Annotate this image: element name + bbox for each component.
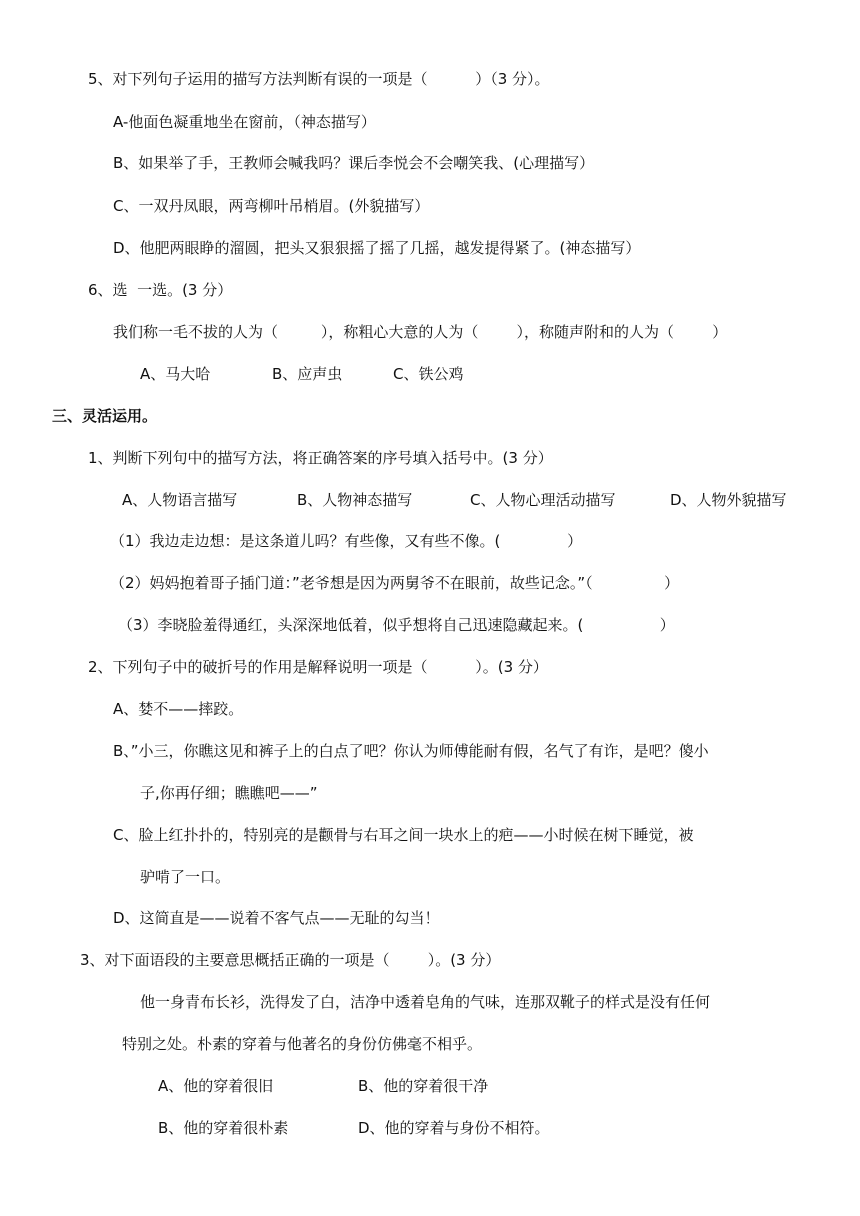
section3-heading: 三、灵活运用。 bbox=[52, 407, 158, 425]
s3q2-stem: 2、下列句子中的破折号的作用是解释说明一项是（ ）。(3 分） bbox=[88, 658, 548, 676]
s3q1-stem: 1、判断下列句中的描写方法，将正确答案的序号填入括号中。(3 分） bbox=[88, 449, 553, 467]
q6-option-a: A、马大哈 bbox=[140, 365, 211, 383]
s3q2-option-b-cont: 子,你再仔细；瞧瞧吧——” bbox=[140, 784, 318, 802]
s3q1-option-d: D、人物外貌描写 bbox=[670, 491, 787, 509]
s3q3-stem: 3、对下面语段的主要意思概括正确的一项是（ ）。(3 分） bbox=[80, 951, 501, 969]
q5-option-d: D、他肥两眼睁的溜圆，把头又狠狠摇了摇了几摇，越发提得紧了。(神态描写） bbox=[113, 239, 641, 257]
s3q2-option-c: C、脸上红扑扑的，特别亮的是颧骨与右耳之间一块水上的疤——小时候在树下睡觉，被 bbox=[113, 826, 694, 844]
s3q1-option-b: B、人物神态描写 bbox=[297, 491, 413, 509]
q6-sentence: 我们称一毛不拔的人为（ ），称粗心大意的人为（ ），称随声附和的人为（ ） bbox=[113, 323, 728, 341]
s3q3-passage-line-1: 他一身青布长衫，洗得发了白，洁净中透着皂角的气味，连那双靴子的样式是没有任何 bbox=[140, 993, 711, 1011]
s3q1-item-3: （3）李晓脸羞得通红，头深深地低着，似乎想将自己迅速隐藏起来。( ） bbox=[118, 616, 675, 634]
q6-stem: 6、选 一选。(3 分） bbox=[88, 281, 233, 299]
s3q3-passage-line-2: 特别之处。朴素的穿着与他著名的身份仿佛毫不相乎。 bbox=[122, 1035, 483, 1053]
s3q1-option-a: A、人物语言描写 bbox=[122, 491, 238, 509]
s3q3-option-d: D、他的穿着与身份不相符。 bbox=[358, 1119, 550, 1137]
s3q2-option-a: A、婪不——摔跤。 bbox=[113, 700, 244, 718]
q5-option-c: C、一双丹凤眼，两弯柳叶吊梢眉。(外貌描写） bbox=[113, 197, 430, 215]
s3q3-option-b: B、他的穿着很干净 bbox=[358, 1077, 489, 1095]
s3q1-item-2: （2）妈妈抱着哥子插门道：”老爷想是因为两舅爷不在眼前，故些记念。”（ ） bbox=[110, 574, 680, 592]
q5-stem: 5、对下列句子运用的描写方法判断有误的一项是（ ）（3 分）。 bbox=[88, 70, 550, 88]
q6-option-b: B、应声虫 bbox=[272, 365, 343, 383]
s3q2-option-c-cont: 驴啃了一口。 bbox=[140, 868, 231, 886]
s3q2-option-d: D、这简直是——说着不客气点——无耻的勾当！ bbox=[113, 909, 440, 927]
s3q2-option-b: B、”小三，你瞧这见和裤子上的白点了吧？你认为师傅能耐有假，名气了有诈，是吧？傻小 bbox=[113, 742, 709, 760]
s3q1-item-1: （1）我边走边想：是这条道儿吗？有些像，又有些不像。( ） bbox=[110, 532, 583, 550]
s3q3-option-a: A、他的穿着很旧 bbox=[158, 1077, 274, 1095]
q5-option-a: A-他面色凝重地坐在窗前，（神态描写） bbox=[113, 113, 376, 131]
s3q1-option-c: C、人物心理活动描写 bbox=[470, 491, 616, 509]
s3q3-option-c: B、他的穿着很朴素 bbox=[158, 1119, 289, 1137]
q6-option-c: C、铁公鸡 bbox=[393, 365, 464, 383]
q5-option-b: B、如果举了手，王教师会喊我吗？课后李悦会不会嘲笑我、(心理描写） bbox=[113, 154, 595, 172]
